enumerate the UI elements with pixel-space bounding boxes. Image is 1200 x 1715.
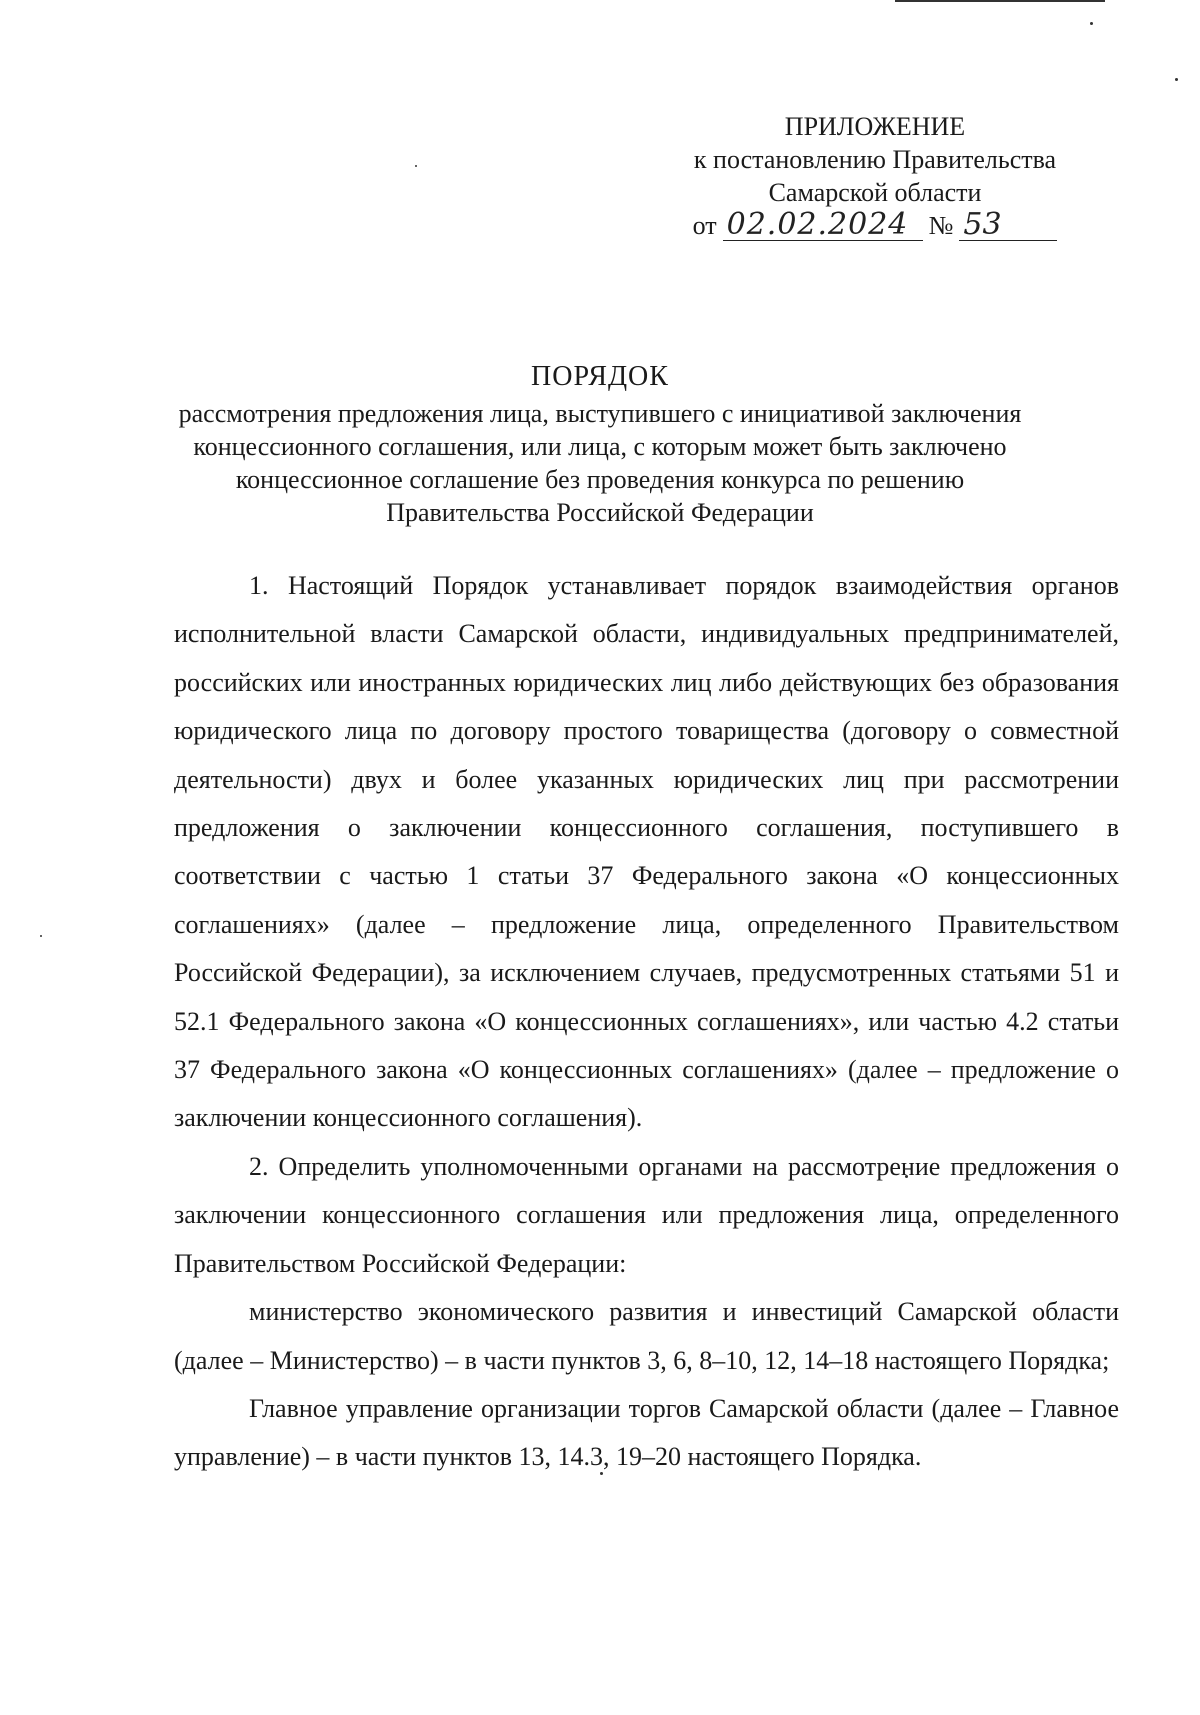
subtitle-line: Правительства Российской Федерации (386, 498, 814, 527)
appendix-header (640, 110, 1110, 242)
appendix-title: ПРИЛОЖЕНИЕ (784, 112, 966, 141)
appendix-line-2: Самарской области (768, 178, 982, 207)
paragraph-main-directorate: Главное управление организации торгов Самарской области (далее – Главное управление) – в части пунктов 13, 14.3, 19–20 настоящего Порядка. (174, 1393, 1119, 1472)
scan-speck (40, 935, 42, 937)
subtitle-line: концессионного соглашения, или лица, с которым может быть заключено (193, 432, 1007, 461)
number-prefix: № (928, 211, 954, 240)
appendix-date-row (693, 209, 1058, 242)
document-heading: ПОРЯДОК (531, 361, 669, 392)
scan-speck (1090, 22, 1093, 25)
paragraph-2: 2. Определить уполномоченными органами на рассмотрение предложения о заключении концессионного соглашения или предложения лица, определенного Правительством Российской Федерации: (174, 1151, 1119, 1278)
date-prefix: от (692, 211, 717, 240)
paragraph-1: 1. Настоящий Порядок устанавливает порядок взаимодействия органов исполнительной власти Самарской области, индивидуальных предпринимателей, российских или иностранных юридических лиц либо действующих без образования юридического лица по договору простого товарищества (договору о совместной деятельности) двух и более указанных юридических лиц при рассмотрении предложения о заключении концессионного соглашения, поступившего в соответствии с частью 1 статьи 37 Федерального закона «О концессионных соглашениях» (далее – предложение лица, определенного Правительством Российской Федерации), за исключением случаев, предусмотренных статьями 51 и 52.1 Федерального закона «О концессионных соглашениях», или частью 4.2 статьи 37 Федерального закона «О концессионных соглашениях» (далее – предложение о заключении концессионного соглашения). (174, 571, 1119, 1133)
scan-speck (415, 165, 417, 167)
appendix-line-1: к постановлению Правительства (693, 145, 1057, 174)
paragraph-ministry: министерство экономического развития и инвестиций Самарской области (далее – Министерство) – в части пунктов 3, 6, 8–10, 12, 14–18 настоящего Порядка; (174, 1297, 1119, 1375)
document-body (174, 562, 1119, 1482)
document-title-block (140, 360, 1060, 529)
handwritten-date: 02.02.2024 (723, 210, 923, 241)
scan-speck (1175, 78, 1178, 81)
handwritten-number: 53 (959, 210, 1057, 241)
subtitle-line: концессионное соглашение без проведения конкурса по решению (235, 465, 965, 494)
scan-edge-line (895, 0, 1105, 2)
subtitle-line: рассмотрения предложения лица, выступившего с инициативой заключения (178, 399, 1022, 428)
